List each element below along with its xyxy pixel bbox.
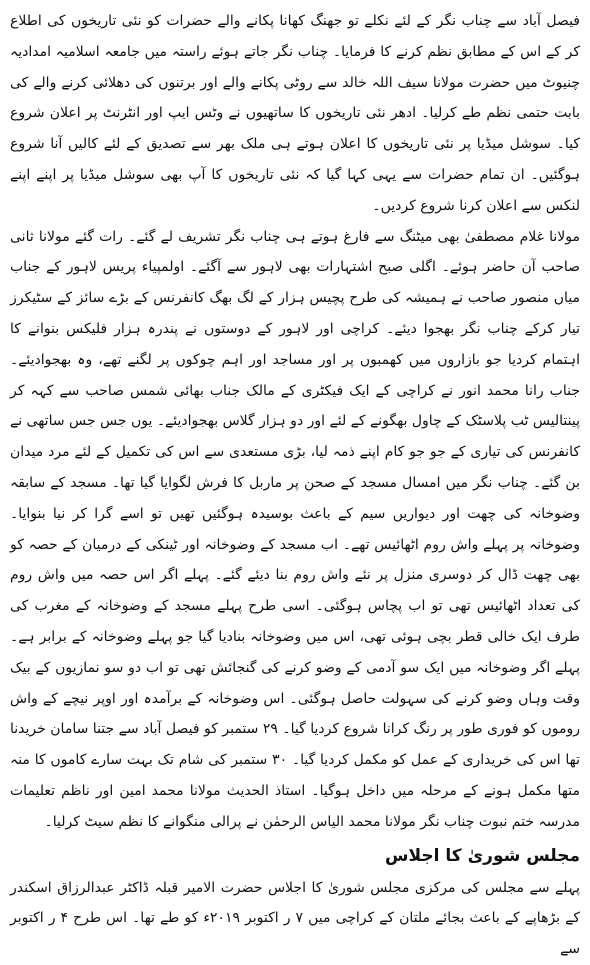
paragraph-1: فیصل آباد سے چناب نگر کے لئے نکلے تو جھنگ کھانا پکانے والے حضرات کو نئی تاریخوں کی اطلاع کر کے اس کے مطابق نظم کرنے کا فرمایا۔ چناب نگر جاتے ہوئے راستہ میں جامعہ اسلامیہ امدادیہ چنیوٹ میں حضرت مولانا سیف اللہ خالد سے روٹی پکانے والے اور برتنوں کی دھلائی کرنے والے کی بابت حتمی نظم طے کرلیا۔ ادھر نئی تاریخوں کا ساتھیوں نے وٹس ایپ اور انٹرنٹ پر اعلان شروع کیا۔ سوشل میڈیا پر نئی تاریخوں کا اعلان ہوتے ہی ملک بھر سے تصدیق کے لئے کالیں آنا شروع ہوگئیں۔ ان تمام حضرات سے یہی کہا گیا کہ نئی تاریخوں کا آپ بھی سوشل میڈیا پر اپنے اپنے لنکس سے اعلان کرنا شروع کردیں۔ xyxy=(10,13,580,214)
paragraph-3: پہلے سے مجلس کی مرکزی مجلس شوریٰ کا اجلاس حضرت الامیر قبلہ ڈاکٹر عبدالرزاق اسکندر کے بڑھاپے کے باعث بجائے ملتان کے کراچی میں ۷ ر اکتوبر ۲۰۱۹ء کو طے تھا۔ اس طرح ۴ ر اکتوبر سے xyxy=(10,879,580,958)
section-heading: مجلس شوریٰ کا اجلاس xyxy=(385,845,580,866)
paragraph-2: مولانا غلام مصطفیٰ بھی میٹنگ سے فارغ ہوتے ہی چناب نگر تشریف لے گئے۔ رات گئے مولانا ثانی صاحب آن حاضر ہوئے۔ اگلی صبح اشتہارات بھی لاہور سے آگئے۔ اولمپیاء پریس لاہور کے جناب میاں منصور صاحب نے ہمیشہ کی طرح پچیس ہزار کے لگ بھگ کانفرنس کے بڑے سائز کے سٹیکرز تیار کرکے چناب نگر بھجوا دیئے۔ کراچی اور لاہور کے دوستوں نے پندرہ ہزار فلیکس بنوانے کا اہتمام کردیا جو بازاروں میں کھمبوں پر اور مساجد اور اہم چوکوں پر لگنے تھے، وہ بھجوادیئے۔ جناب رانا محمد انور نے کراچی کے ایک فیکٹری کے مالک جناب بھائی شمس صاحب سے کہہ کر پینتالیس ٹب پلاسٹک کے چاول بھگونے کے لئے اور دو ہزار گلاس بھجوادیئے۔ یوں جس جس ساتھی نے کانفرنس کی تیاری کے جو جو کام اپنے ذمہ لیا، بڑی مستعدی سے اس کی تکمیل کے لئے مرد میدان بن گئے۔ چناب نگر میں امسال مسجد کے صحن پر ماربل کا فرش لگوایا گیا تھا۔ مسجد کے سابقہ وضوخانہ کی چھت اور دیواریں سیم کے باعث بوسیدہ ہوگئیں تھیں تو اسے گرا کر نیا بنوایا۔ وضوخانہ پر پہلے واش روم اٹھائیس تھے۔ اب مسجد کے وضوخانہ اور ٹینکی کے درمیان کے حصہ کو بھی چھت ڈال کر دوسری منزل پر نئے واش روم بنا دیئے گئے۔ پہلے اگر اس حصہ میں واش روم کی تعداد اٹھائیس تھی تو اب پچاس ہوگئی۔ اسی طرح پہلے مسجد کے وضوخانہ کے مغرب کی طرف ایک خالی قطر بچی ہوئی تھی، اس میں وضوخانہ بنادیا گیا جو پہلے وضوخانہ کے برابر ہے۔ پہلے اگر وضوخانہ میں ایک سو آدمی کے وضو کرنے کی گنجائش تھی تو اب دو سو نمازیوں کے بیک وقت وہاں وضو کرنے کی سہولت حاصل ہوگئی۔ اس وضوخانہ کے برآمدہ اور اوپر نیچے کے واش روموں کو فوری طور پر رنگ کرانا شروع کردیا گیا۔ ۲۹ ستمبر کو فیصل آباد سے جتنا سامان خریدنا تھا اس کی خریداری کے عمل کو مکمل کردیا گیا۔ ۳۰ ستمبر کی شام تک بہت سارے کاموں کا منہ متھا مکمل ہونے کے مرحلہ میں داخل ہوگیا۔ استاذ الحدیث مولانا محمد امین اور ناظم تعلیمات مدرسہ ختم نبوت چناب نگر مولانا محمد الیاس الرحمٰن نے پرالی منگوانے کا نظم سیٹ کرلیا۔ xyxy=(10,228,580,830)
